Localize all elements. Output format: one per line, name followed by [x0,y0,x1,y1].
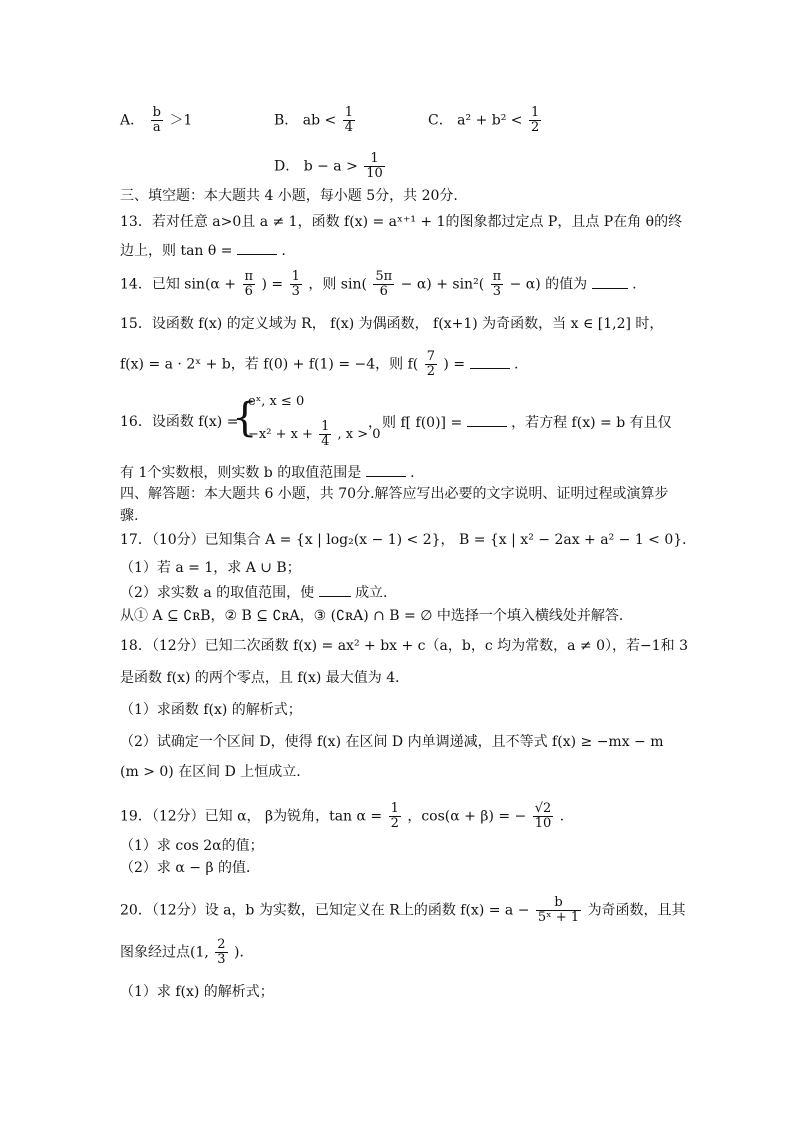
piece-1: eˣ, x ≤ 0 [248,394,305,409]
q15-line2: f(x) = a · 2ˣ + b，若 f(0) + f(1) = −4，则 f( $\frac{7}{2}$ ) = . [120,349,519,379]
option-c-label: C． [428,112,453,129]
fraction: $\frac{1}{2}$ [530,105,540,135]
q19-part2: （2）求 α − β 的值． [120,860,260,876]
fraction: $\frac{1}{2}$ [390,801,399,831]
piece-2: −x² + x + $\frac{1}{4}$ , x > 0 [248,419,381,449]
q20-stem-1: 20．（12分）设 a，b 为实数，已知定义在 R上的函数 f(x) = a − $\frac{b}{\text{5ˣ + 1}}$ 为奇函数，且其 [120,895,686,925]
section-4-heading-2: 骤. [120,508,139,524]
option-b-text: ab < [302,112,337,129]
option-d [274,152,387,181]
option-b [274,106,357,135]
fraction: $\frac{1}{3}$ [291,269,300,299]
q17-choices: 从① A ⊆ ∁ʀB，② B ⊆ ∁ʀA，③ (∁ʀA) ∩ B = ∅ 中选择一个填入横线处并解答． [120,608,633,624]
q17-part2: （2）求实数 a 的取值范围，使 成立. [120,582,388,603]
option-a-label: A． [120,112,145,129]
q17-part1: （1）若 a = 1，求 A ∪ B； [120,560,301,576]
fraction: $\frac{√2}{10}$ [534,801,552,831]
q16-line2: 有 1个实数根，则实数 b 的取值范围是 . [120,462,415,483]
q18-stem-1: 18．（12分）已知二次函数 f(x) = ax² + bx + c（a，b，c 均为常数，a ≠ 0），若−1和 3 [120,638,689,654]
answer-blank [467,412,507,427]
fraction: $\frac{1}{4}$ [321,419,330,449]
fraction: $\frac{1}{10}$ [366,151,383,181]
fraction: $\frac{b}{a}$ [152,105,161,135]
q18-stem-2: 是函数 f(x) 的两个零点，且 f(x) 最大值为 4． [120,670,410,686]
q15-line1: 15．设函数 f(x) 的定义域为 R， f(x) 为偶函数， f(x+1) 为奇函数，当 x ∈ [1,2] 时， [120,316,664,332]
option-d-label: D． [274,158,300,175]
answer-blank [319,582,351,597]
option-c [428,106,543,135]
answer-blank [470,354,510,369]
q16-tail: ，则 f[ f(0)] = ，若方程 f(x) = b 有且仅 [368,412,672,433]
answer-blank [366,462,406,477]
fraction: $\frac{\pi}{6}$ [244,269,254,299]
q18-part2-2: (m > 0) 在区间 D 上恒成立. [120,764,301,780]
q18-part2-1: （2）试确定一个区间 D，使得 f(x) 在区间 D 内单调递减，且不等式 f(x) ≥ −mx − m [120,734,664,750]
section-4-heading-1: 四、解答题：本大题共 6 小题，共 70分.解答应写出必要的文字说明、证明过程或演算步 [120,486,669,502]
q19-part1: （1）求 cos 2α的值； [120,838,264,854]
piecewise-brace: { [232,395,258,441]
fraction: $\frac{1}{4}$ [344,105,353,135]
fraction: $\frac{2}{3}$ [217,937,226,967]
q17-stem: 17．（10分）已知集合 A = {x | log₂(x − 1) < 2}， B = {x | x² − 2ax + a² − 1 < 0}． [120,532,697,548]
q13-line2: 边上，则 tan θ = . [120,240,286,261]
option-d-text: b − a > [303,158,358,175]
answer-blank [592,274,628,289]
option-a-text: ＞1 [169,112,193,129]
q13-line1: 13．若对任意 a>0且 a ≠ 1，函数 f(x) = aˣ⁺¹ + 1的图象都过定点 P，且点 P在角 θ的终 [120,214,683,230]
answer-blank [237,240,277,255]
fraction: $\frac{7}{2}$ [426,349,435,379]
fraction: $\frac{5\pi}{6}$ [375,269,393,299]
q18-part1: （1）求函数 f(x) 的解析式； [120,702,302,718]
section-3-heading: 三、填空题：本大题共 4 小题，每小题 5分，共 20分. [120,188,458,204]
q16-lead: 16．设函数 f(x) = [120,414,239,430]
option-c-text: a² + b² < [457,112,523,129]
option-b-label: B． [274,112,299,129]
fraction: $\frac{b}{\text{5ˣ + 1}}$ [537,895,580,925]
q20-part1: （1）求 f(x) 的解析式； [120,984,274,1000]
q19-stem: 19．（12分）已知 α， β为锐角，tan α = $\frac{1}{2}$ ，cos(α + β) = − $\frac{√2}{10}$ ． [120,801,574,831]
option-a [120,106,192,135]
fraction: $\frac{\pi}{3}$ [492,269,502,299]
q14: 14．已知 sin(α + $\frac{\pi}{6}$ ) = $\frac{1}{3}$ ，则 sin( $\frac{5\pi}{6}$ − α) + sin²( $\frac{\pi}{3}$ − α) 的值为 . [120,269,637,299]
q20-stem-2: 图象经过点(1, $\frac{2}{3}$ )． [120,937,254,967]
